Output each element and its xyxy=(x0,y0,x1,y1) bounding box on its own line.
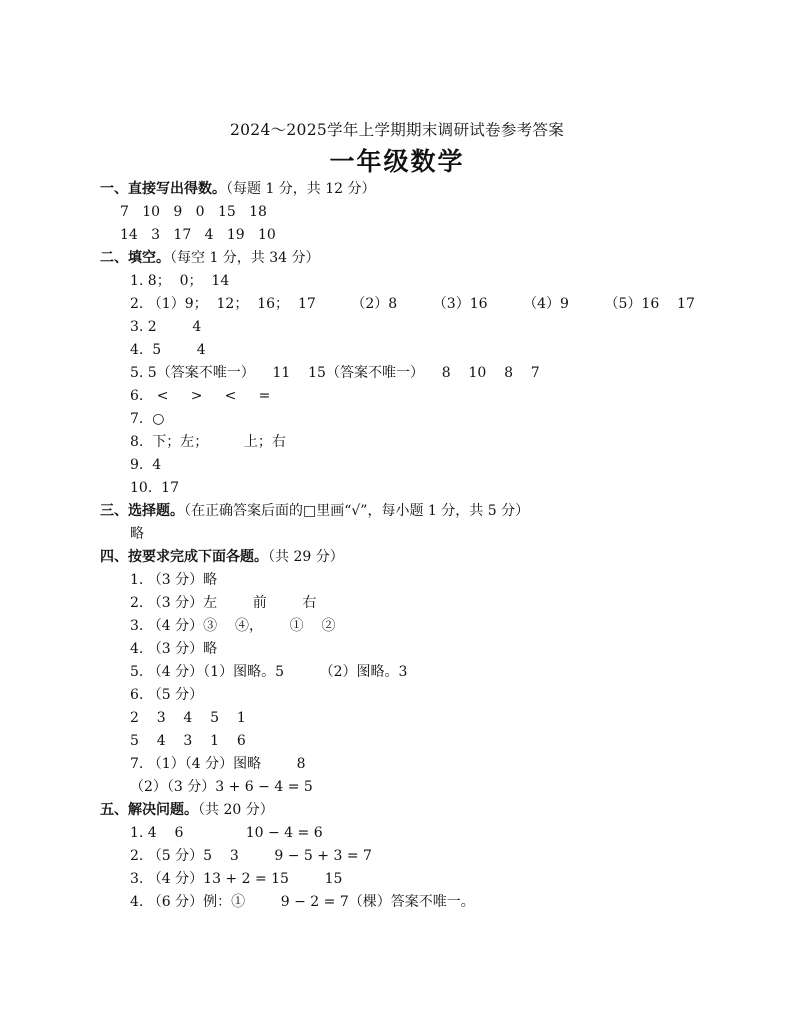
section-4-heading xyxy=(100,548,344,566)
section-2-line: 10. 17 xyxy=(130,480,179,496)
section-2-line: 4. 5 4 xyxy=(130,342,206,358)
section-4-title: 四、按要求完成下面各题。 xyxy=(100,549,268,565)
section-4-line: 6. （5 分） xyxy=(130,687,204,703)
section-5-line: 2. （5 分）5 3 9 − 5 + 3 = 7 xyxy=(130,848,372,864)
section-3-heading xyxy=(100,502,529,520)
section-5-title: 五、解决问题。 xyxy=(100,802,198,818)
section-2-line: 3. 2 4 xyxy=(130,319,202,335)
section-3-title: 三、选择题。 xyxy=(100,503,184,519)
section-4-line: 5. （4 分）（1）图略。5 （2）图略。3 xyxy=(130,664,408,680)
section-2-line: 2. （1）9； 12； 16； 17 （2）8 （3）16 （4）9 （5）16 17 xyxy=(130,296,695,312)
section-5-note: （共 20 分） xyxy=(198,802,274,818)
section-5-line: 1. 4 6 10 − 4 = 6 xyxy=(130,825,323,841)
section-5-line: 4. （6 分）例：① 9 − 2 = 7（棵）答案不唯一。 xyxy=(130,894,475,910)
section-1-line: 7 10 9 0 15 18 xyxy=(120,204,267,220)
document-subtitle: 一年级数学 xyxy=(329,147,465,176)
section-4-line: 7. （1）（4 分）图略 8 xyxy=(130,756,306,772)
section-2-note: （每空 1 分，共 34 分） xyxy=(170,250,320,266)
section-4-line: 1. （3 分）略 xyxy=(130,572,218,588)
section-2-line: 9. 4 xyxy=(130,457,162,473)
section-1-line: 14 3 17 4 19 10 xyxy=(120,227,276,243)
section-3-line: 略 xyxy=(130,526,144,542)
section-4-line: 5 4 3 1 6 xyxy=(130,733,246,749)
section-4-note: （共 29 分） xyxy=(268,549,344,565)
section-5-heading xyxy=(100,801,274,819)
section-4-line: 2. （3 分）左 前 右 xyxy=(130,595,317,611)
section-1-heading xyxy=(100,180,376,198)
section-2-line: 1. 8； 0； 14 xyxy=(130,273,230,289)
section-4-line: （2）（3 分）3 + 6 − 4 = 5 xyxy=(130,779,313,795)
section-2-line: 6. < > < = xyxy=(130,388,271,404)
section-5-line: 3. （4 分）13 + 2 = 15 15 xyxy=(130,871,343,887)
section-2-title: 二、填空。 xyxy=(100,250,170,266)
section-2-line: 7. ○ xyxy=(130,411,165,427)
section-4-line: 4. （3 分）略 xyxy=(130,641,218,657)
section-4-line: 2 3 4 5 1 xyxy=(130,710,246,726)
section-3-note: （在正确答案后面的□里画“√”，每小题 1 分，共 5 分） xyxy=(184,503,530,519)
document-title: 2024～2025学年上学期期末调研试卷参考答案 xyxy=(229,121,565,139)
section-2-line: 5. 5（答案不唯一） 11 15（答案不唯一） 8 10 8 7 xyxy=(130,365,540,381)
section-2-line: 8. 下；左； 上；右 xyxy=(130,434,286,450)
section-1-title: 一、直接写出得数。 xyxy=(100,181,226,197)
section-2-heading xyxy=(100,249,320,267)
section-4-line: 3. （4 分）③ ④， ① ② xyxy=(130,618,336,634)
section-1-note: （每题 1 分，共 12 分） xyxy=(226,181,376,197)
